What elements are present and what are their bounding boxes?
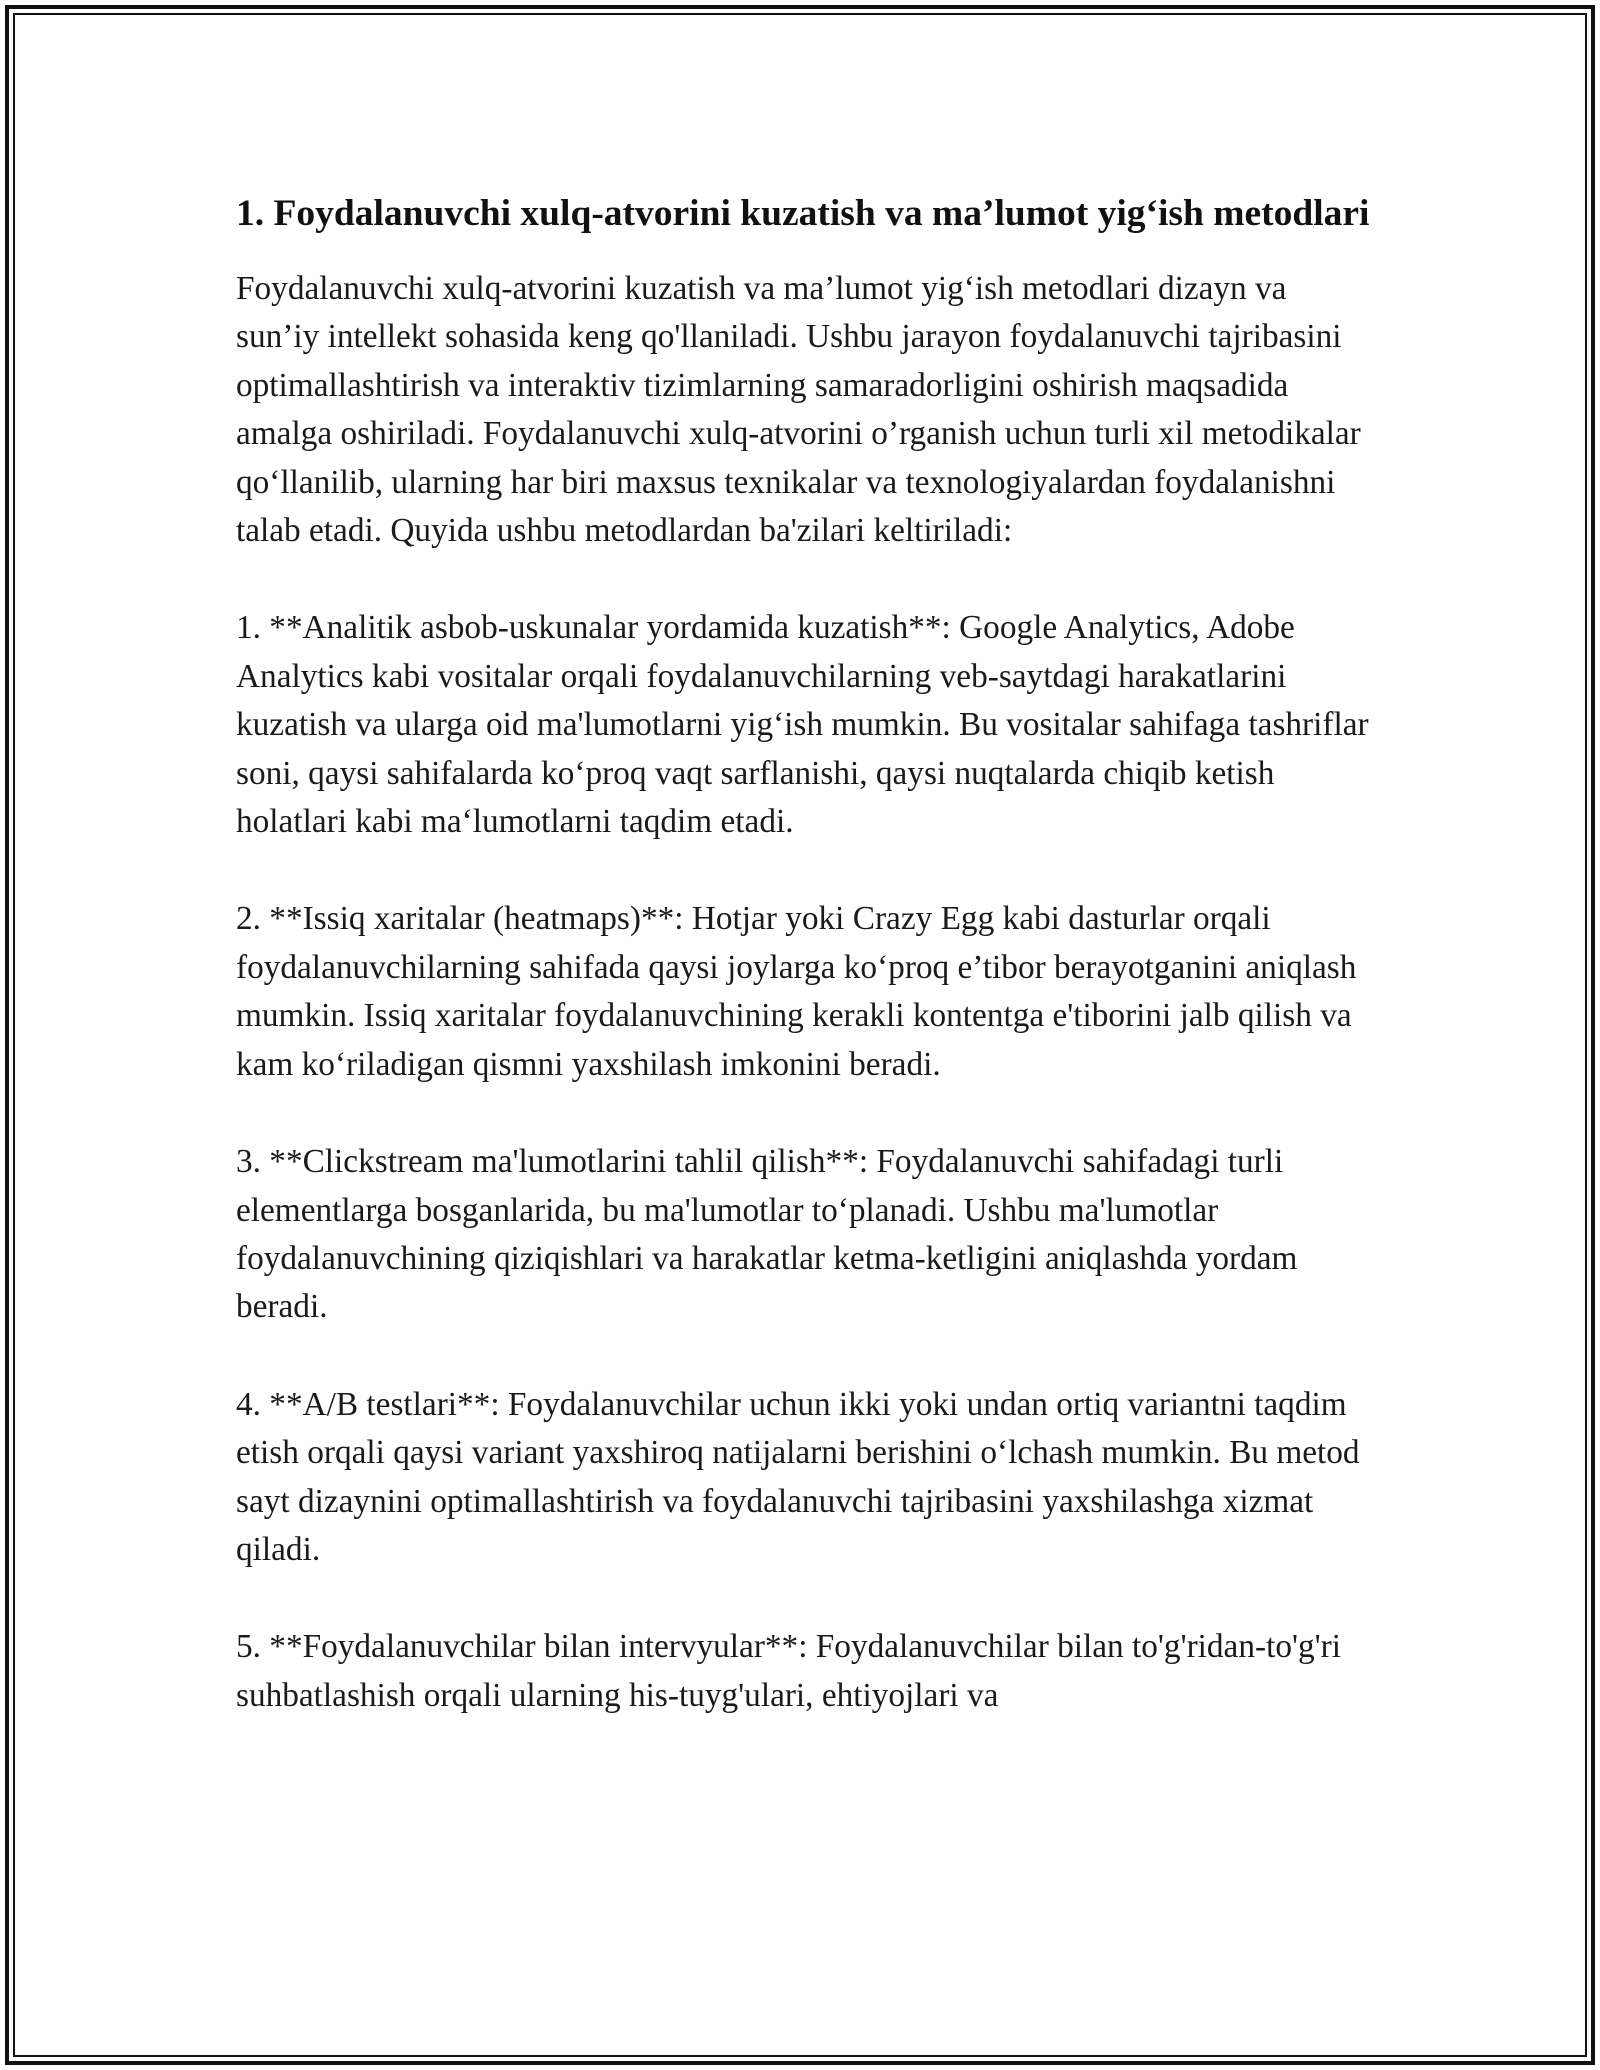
document-body <box>236 186 1376 1720</box>
list-item-analytics: 1. **Analitik asbob-uskunalar yordamida kuzatish**: Google Analytics, Adobe Analytics kabi vositalar orqali foydalanuvchilarning veb-saytdagi harakatlarini kuzatish va ularga oid ma'lumotlarni yig‘ish mumkin. Bu vositalar sahifaga tashriflar soni, qaysi sahifalarda ko‘proq vaqt sarflanishi, qaysi nuqtalarda chiqib ketish holatlari kabi ma‘lumotlarni taqdim etadi. <box>236 609 1369 841</box>
list-item-heatmaps: 2. **Issiq xaritalar (heatmaps)**: Hotjar yoki Crazy Egg kabi dasturlar orqali foydalanuvchilarning sahifada qaysi joylarga ko‘proq e’tibor berayotganini aniqlash mumkin. Issiq xaritalar foydalanuvchining kerakli kontentga e'tiborini jalb qilish va kam ko‘riladigan qismni yaxshilash imkonini beradi. <box>236 900 1357 1083</box>
list-item-ab-tests: 4. **A/B testlari**: Foydalanuvchilar uchun ikki yoki undan ortiq variantni taqdim etish orqali qaysi variant yaxshiroq natijalarni berishini o‘lchash mumkin. Bu metod sayt dizaynini optimallashtirish va foydalanuvchi tajribasini yaxshilashga xizmat qiladi. <box>236 1385 1360 1568</box>
section-heading: 1. Foydalanuvchi xulq-atvorini kuzatish va ma’lumot yig‘ish metodlari <box>236 193 1370 234</box>
list-item-clickstream: 3. **Clickstream ma'lumotlarini tahlil qilish**: Foydalanuvchi sahifadagi turli elementlarga bosganlarida, bu ma'lumotlar to‘planadi. Ushbu ma'lumotlar foydalanuvchining qiziqishlari va harakatlar ketma-ketligini aniqlashda yordam beradi. <box>236 1143 1298 1326</box>
intro-paragraph: Foydalanuvchi xulq-atvorini kuzatish va ma’lumot yig‘ish metodlari dizayn va sun’iy intellekt sohasida keng qo'llaniladi. Ushbu jarayon foydalanuvchi tajribasini optimallashtirish va interaktiv tizimlarning samaradorligini oshirish maqsadida amalga oshiriladi. Foydalanuvchi xulq-atvorini o’rganish uchun turli xil metodikalar qo‘llanilib, ularning har biri maxsus texnikalar va texnologiyalardan foydalanishni talab etadi. Quyida ushbu metodlardan ba'zilari keltiriladi: <box>236 270 1361 550</box>
list-item-interviews: 5. **Foydalanuvchilar bilan intervyular**: Foydalanuvchilar bilan to'g'ridan-to'g'ri suhbatlashish orqali ularning his-tuyg'ulari, ehtiyojlari va <box>236 1628 1341 1714</box>
